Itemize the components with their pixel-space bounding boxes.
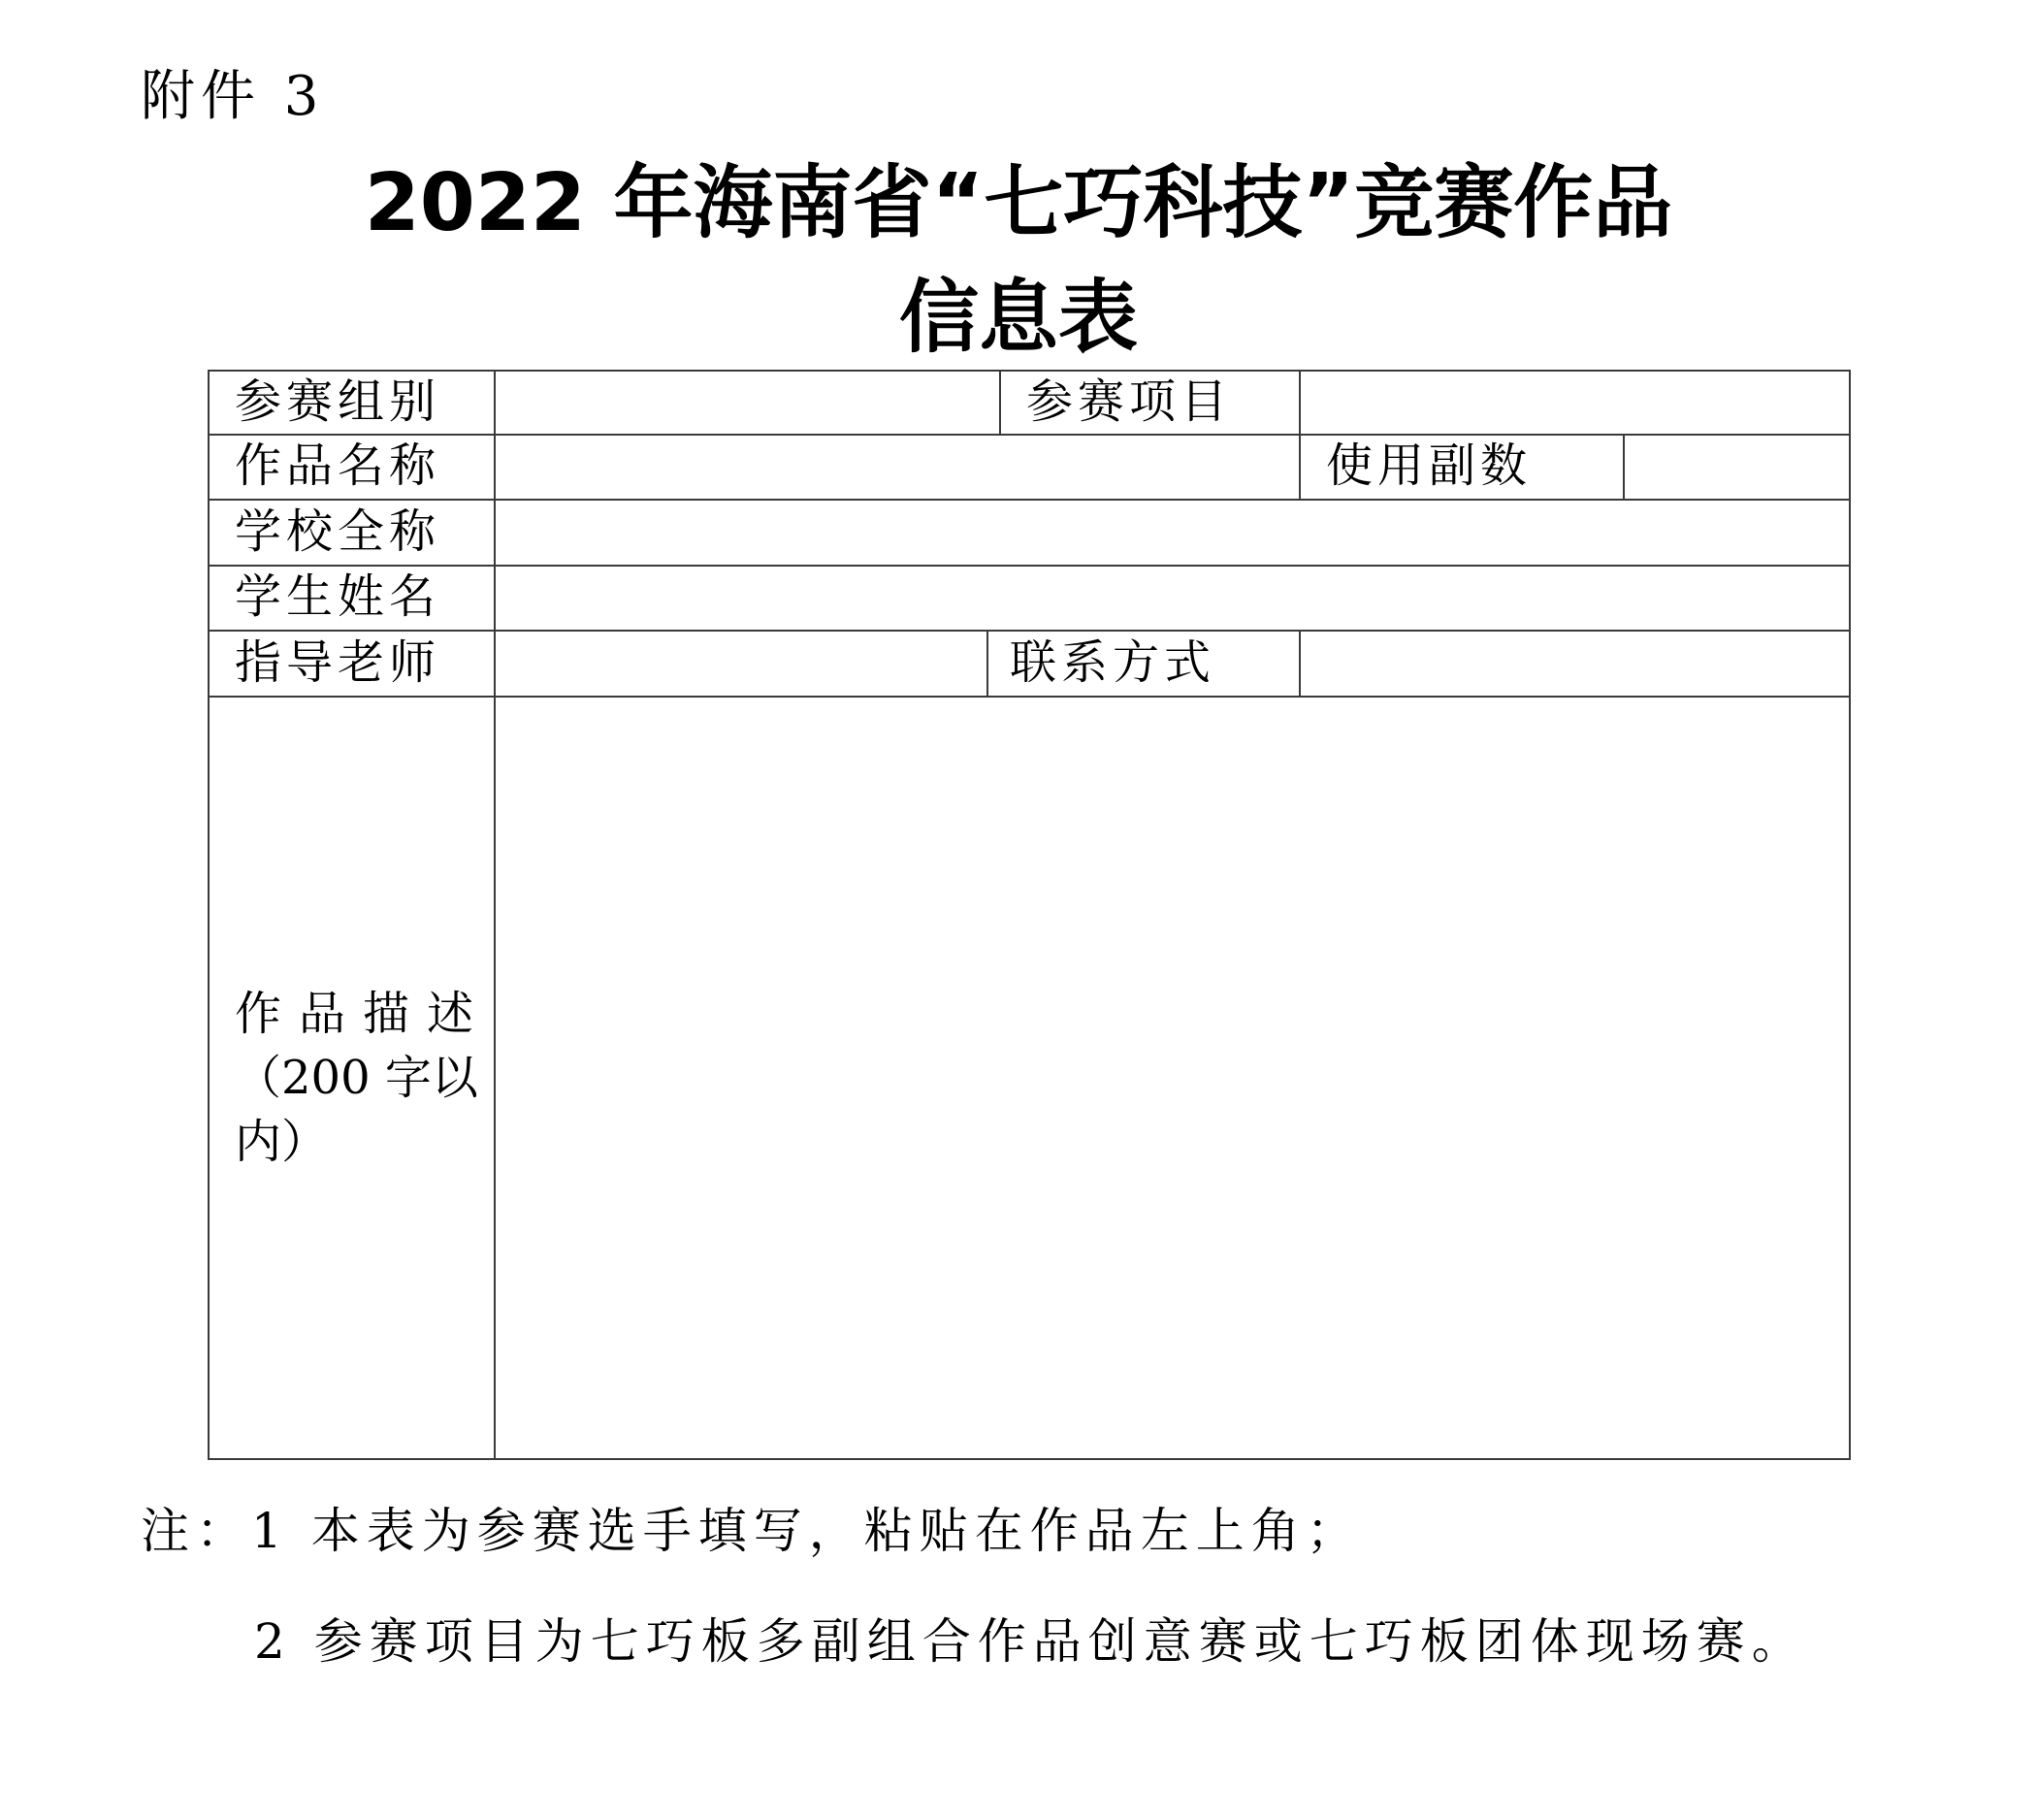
table-row-divider	[208, 696, 1851, 698]
description-label-char: 描	[362, 987, 409, 1041]
teacher-value-cell[interactable]	[509, 635, 975, 690]
student-value-cell[interactable]	[509, 569, 1838, 624]
project-label: 参赛项目	[1026, 374, 1233, 429]
project-value-cell[interactable]	[1314, 374, 1838, 429]
document-title-line-2: 信息表	[898, 272, 1138, 364]
row1-divider-a	[999, 370, 1001, 436]
row2-divider-a	[1299, 434, 1301, 501]
description-label-char: 作	[235, 987, 282, 1041]
table-label-column-divider	[494, 370, 496, 1460]
table-border-top	[208, 370, 1851, 372]
table-border-left	[208, 370, 210, 1460]
row1-divider-b	[1299, 370, 1301, 436]
student-label: 学生姓名	[235, 569, 441, 624]
description-label-line-3: 内）	[235, 1115, 329, 1169]
table-row-divider	[208, 499, 1851, 501]
description-label-line-1	[235, 982, 473, 1046]
table-row-divider	[208, 565, 1851, 567]
description-label-line-2: （200 字以	[235, 1051, 478, 1105]
description-label-char: 述	[426, 987, 473, 1041]
description-label-char: 品	[298, 987, 345, 1041]
description-label	[235, 982, 477, 1174]
work-name-value-cell[interactable]	[509, 439, 1290, 493]
school-label: 学校全称	[235, 504, 441, 559]
row5-divider-a	[986, 630, 988, 698]
table-border-bottom	[208, 1458, 1851, 1460]
attachment-label: 附件 3	[141, 65, 325, 128]
group-label: 参赛组别	[235, 374, 441, 429]
copies-value-cell[interactable]	[1638, 439, 1837, 493]
group-value-cell[interactable]	[509, 374, 989, 429]
table-border-right	[1849, 370, 1851, 1460]
contact-value-cell[interactable]	[1314, 635, 1838, 690]
teacher-label: 指导老师	[235, 635, 441, 690]
table-row-divider	[208, 630, 1851, 632]
note-2: 2 参赛项目为七巧板多副组合作品创意赛或七巧板团体现场赛。	[254, 1613, 1807, 1670]
row2-divider-b	[1623, 434, 1625, 501]
row5-divider-b	[1299, 630, 1301, 698]
document-title-line-1: 2022 年海南省“七巧科技”竞赛作品	[364, 157, 1673, 249]
note-1: 注：1 本表为参赛选手填写，粘贴在作品左上角；	[141, 1503, 1362, 1559]
copies-label: 使用副数	[1326, 439, 1533, 493]
contact-label: 联系方式	[1010, 635, 1216, 690]
school-value-cell[interactable]	[509, 504, 1838, 559]
description-value-cell[interactable]	[509, 703, 1838, 1450]
work-name-label: 作品名称	[235, 439, 441, 493]
table-row-divider	[208, 434, 1851, 436]
